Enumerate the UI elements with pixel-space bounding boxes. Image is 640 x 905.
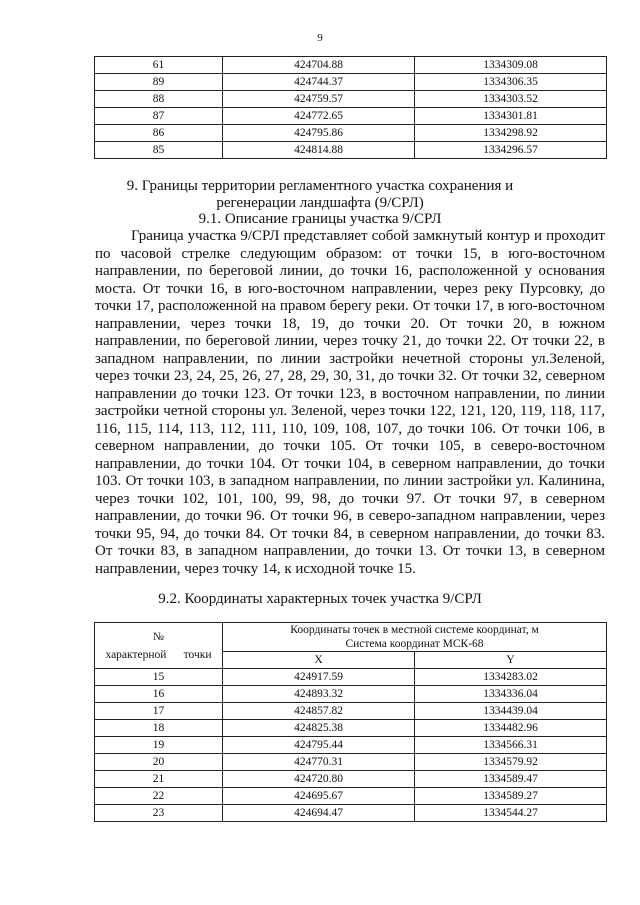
point-number: 20 <box>95 754 223 771</box>
x-coordinate: 424772.65 <box>223 108 415 125</box>
point-number: 19 <box>95 737 223 754</box>
table-row <box>95 74 607 91</box>
x-coordinate: 424759.57 <box>223 91 415 108</box>
table-row <box>95 91 607 108</box>
table-row <box>95 686 607 703</box>
section-title-line2: регенерации ландшафта (9/СРЛ) <box>216 195 424 211</box>
table-row <box>95 125 607 142</box>
header-point-number-line1: № <box>153 630 164 643</box>
subsection-title-coordinates: 9.2. Координаты характерных точек участка 9/СРЛ <box>158 591 482 607</box>
section-title <box>0 178 640 212</box>
point-number: 89 <box>95 74 223 91</box>
table-row <box>95 108 607 125</box>
header-x: X <box>223 652 415 669</box>
x-coordinate: 424795.86 <box>223 125 415 142</box>
table-row <box>95 669 607 686</box>
page-number: 9 <box>317 32 323 44</box>
header-coordinates-line1: Координаты точек в местной системе координат, м <box>290 624 539 636</box>
header-y: Y <box>415 652 607 669</box>
y-coordinate: 1334301.81 <box>415 108 607 125</box>
x-coordinate: 424814.88 <box>223 142 415 159</box>
y-coordinate: 1334589.27 <box>415 788 607 805</box>
point-number: 85 <box>95 142 223 159</box>
table-row <box>95 788 607 805</box>
point-number: 88 <box>95 91 223 108</box>
x-coordinate: 424795.44 <box>223 737 415 754</box>
point-number: 15 <box>95 669 223 686</box>
y-coordinate: 1334298.92 <box>415 125 607 142</box>
y-coordinate: 1334589.47 <box>415 771 607 788</box>
y-coordinate: 1334309.08 <box>415 57 607 74</box>
x-coordinate: 424893.32 <box>223 686 415 703</box>
point-number: 86 <box>95 125 223 142</box>
table-row <box>95 703 607 720</box>
x-coordinate: 424744.37 <box>223 74 415 91</box>
header-coordinates-line2: Система координат МСК-68 <box>345 638 484 650</box>
point-number: 23 <box>95 805 223 822</box>
y-coordinate: 1334306.35 <box>415 74 607 91</box>
table-row <box>95 805 607 822</box>
x-coordinate: 424720.80 <box>223 771 415 788</box>
x-coordinate: 424694.47 <box>223 805 415 822</box>
x-coordinate: 424695.67 <box>223 788 415 805</box>
table-row <box>95 142 607 159</box>
point-number: 61 <box>95 57 223 74</box>
point-number: 87 <box>95 108 223 125</box>
x-coordinate: 424825.38 <box>223 720 415 737</box>
subsection-title-description: 9.1. Описание границы участка 9/СРЛ <box>198 211 442 227</box>
header-point-number <box>95 623 223 669</box>
y-coordinate: 1334544.27 <box>415 805 607 822</box>
y-coordinate: 1334482.96 <box>415 720 607 737</box>
table-row <box>95 737 607 754</box>
points-table-continued <box>94 56 607 159</box>
y-coordinate: 1334283.02 <box>415 669 607 686</box>
x-coordinate: 424770.31 <box>223 754 415 771</box>
table-row <box>95 771 607 788</box>
point-number: 22 <box>95 788 223 805</box>
table-row <box>95 720 607 737</box>
y-coordinate: 1334296.57 <box>415 142 607 159</box>
header-coordinates <box>223 623 607 652</box>
coordinates-table <box>94 622 607 822</box>
x-coordinate: 424704.88 <box>223 57 415 74</box>
point-number: 16 <box>95 686 223 703</box>
y-coordinate: 1334303.52 <box>415 91 607 108</box>
y-coordinate: 1334566.31 <box>415 737 607 754</box>
point-number: 18 <box>95 720 223 737</box>
point-number: 21 <box>95 771 223 788</box>
boundary-description-paragraph: Граница участка 9/СРЛ представляет собой замкнутый контур и проходит по часовой стрелке следующим образом: от точки 15, в юго-восточном направлении, по береговой линии, до точки 16, расположенной у основания моста. От точки 16, в юго-восточном направлении, через реку Пурсовку, до точки 17, расположенной на правом берегу реки. От точки 17, в юго-восточном направлении, через точки 18, 19, до точки 20. От точки 20, в южном направлении, по береговой линии, через точку 21, до точки 22. От точки 22, в западном направлении, по линии застройки нечетной стороны ул.Зеленой, через точки 23, 24, 25, 26, 27, 28, 29, 30, 31, до точки 32. От точки 32, северном направлении до точки 123. От точки 123, в восточном направлении, по линии застройки четной стороны ул. Зеленой, через точки 122, 121, 120, 119, 118, 117, 116, 115, 114, 113, 112, 111, 110, 109, 108, 107, до точки 106. От точки 106, в северном направлении, до точки 105. От точки 105, в северо-восточном направлении, до точки 104. От точки 104, в северном направлении, до точки 103. От точки 103, в западном направлении, по линии застройки ул. Калинина, через точки 102, 101, 100, 99, 98, до точки 97. От точки 97, в северном направлении, до точки 96. От точки 96, в северо-западном направлении, через точки 95, 94, до точки 84. От точки 84, в северном направлении, до точки 83. От точки 83, в западном направлении, до точки 13. От точки 13, в северном направлении, через точку 14, к исходной точке 15. <box>95 228 605 577</box>
header-point-number-line2: характерной точки <box>105 648 212 661</box>
section-title-line1: 9. Границы территории регламентного участка сохранения и <box>126 178 514 194</box>
point-number: 17 <box>95 703 223 720</box>
y-coordinate: 1334439.04 <box>415 703 607 720</box>
table-row <box>95 57 607 74</box>
x-coordinate: 424857.82 <box>223 703 415 720</box>
x-coordinate: 424917.59 <box>223 669 415 686</box>
y-coordinate: 1334579.92 <box>415 754 607 771</box>
y-coordinate: 1334336.04 <box>415 686 607 703</box>
table-row <box>95 754 607 771</box>
